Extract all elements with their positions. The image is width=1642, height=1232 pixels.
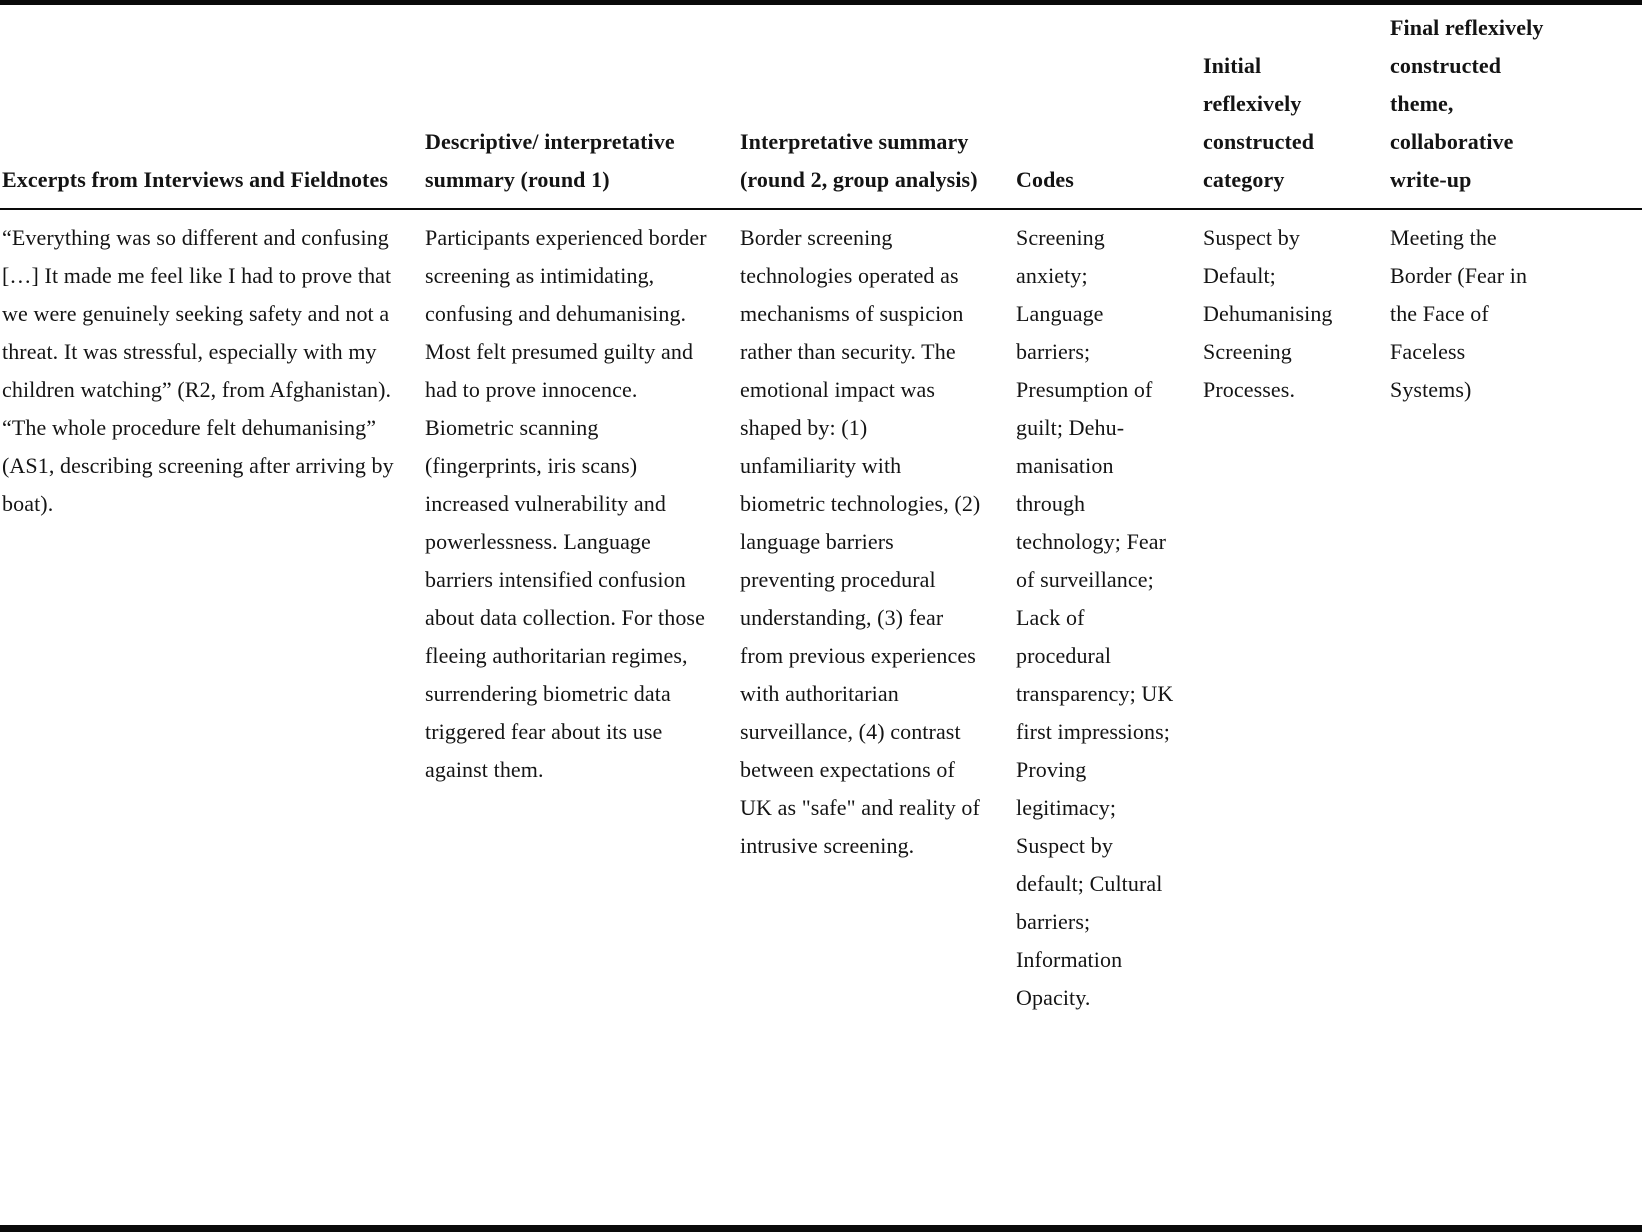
cell-descriptive-summary: Participants experienced border screening as intimidating, confusing and dehumanising. Most felt presumed guilty and had to prove innocence. Biometric scanning (fingerprints, iris scans) increased vulnerability and powerlessness. Language barriers intensified confusion about data collection. For those fleeing authoritarian regimes, surrendering biometric data triggered fear about its use against them. — [425, 225, 707, 782]
column-header-initial-category: Initial reflexively constructed category — [1201, 5, 1388, 209]
cell-initial-category: Suspect by Default; Dehumanising Screening Processes. — [1203, 225, 1333, 402]
column-header-codes: Codes — [1014, 5, 1201, 209]
cell-excerpts: “Everything was so different and confusing […] It made me feel like I had to prove that we were genuinely seeking safety and not a threat. It was stressful, especially with my children watching” (R2, from Afghanistan). “The whole procedure felt dehumanising” (AS1, describing screening after arriving by boat). — [2, 225, 394, 516]
table-body — [0, 209, 1642, 1037]
qualitative-analysis-table — [0, 5, 1642, 1037]
cell-final-theme: Meeting the Border (Fear in the Face of Faceless Systems) — [1390, 225, 1528, 402]
column-header-excerpts: Excerpts from Interviews and Fieldnotes — [0, 5, 423, 209]
cell-codes: Screening anxiety; Language barriers; Presumption of guilt; Dehumanisation through technology; Fear of surveillance; Lack of procedural transparency; UK first impressions; Proving legitimacy; Suspect by default; Cultural barriers; Information Opacity. — [1016, 225, 1174, 1010]
column-header-descriptive-summary: Descriptive/ interpretative summary (round 1) — [423, 5, 738, 209]
table-header-row — [0, 5, 1642, 209]
cell-interpretative-summary: Border screening technologies operated as mechanisms of suspicion rather than security. The emotional impact was shaped by: (1) unfamiliarity with biometric technologies, (2) language barriers preventing procedural understanding, (3) fear from previous experiences with authoritarian surveillance, (4) contrast between expectations of UK as "safe" and reality of intrusive screening. — [740, 225, 981, 858]
table-row — [0, 209, 1642, 1037]
column-header-final-theme: Final reflexively constructed theme, collaborative write-up — [1388, 5, 1642, 209]
column-header-interpretative-summary: Interpretative summary (round 2, group analysis) — [738, 5, 1014, 209]
